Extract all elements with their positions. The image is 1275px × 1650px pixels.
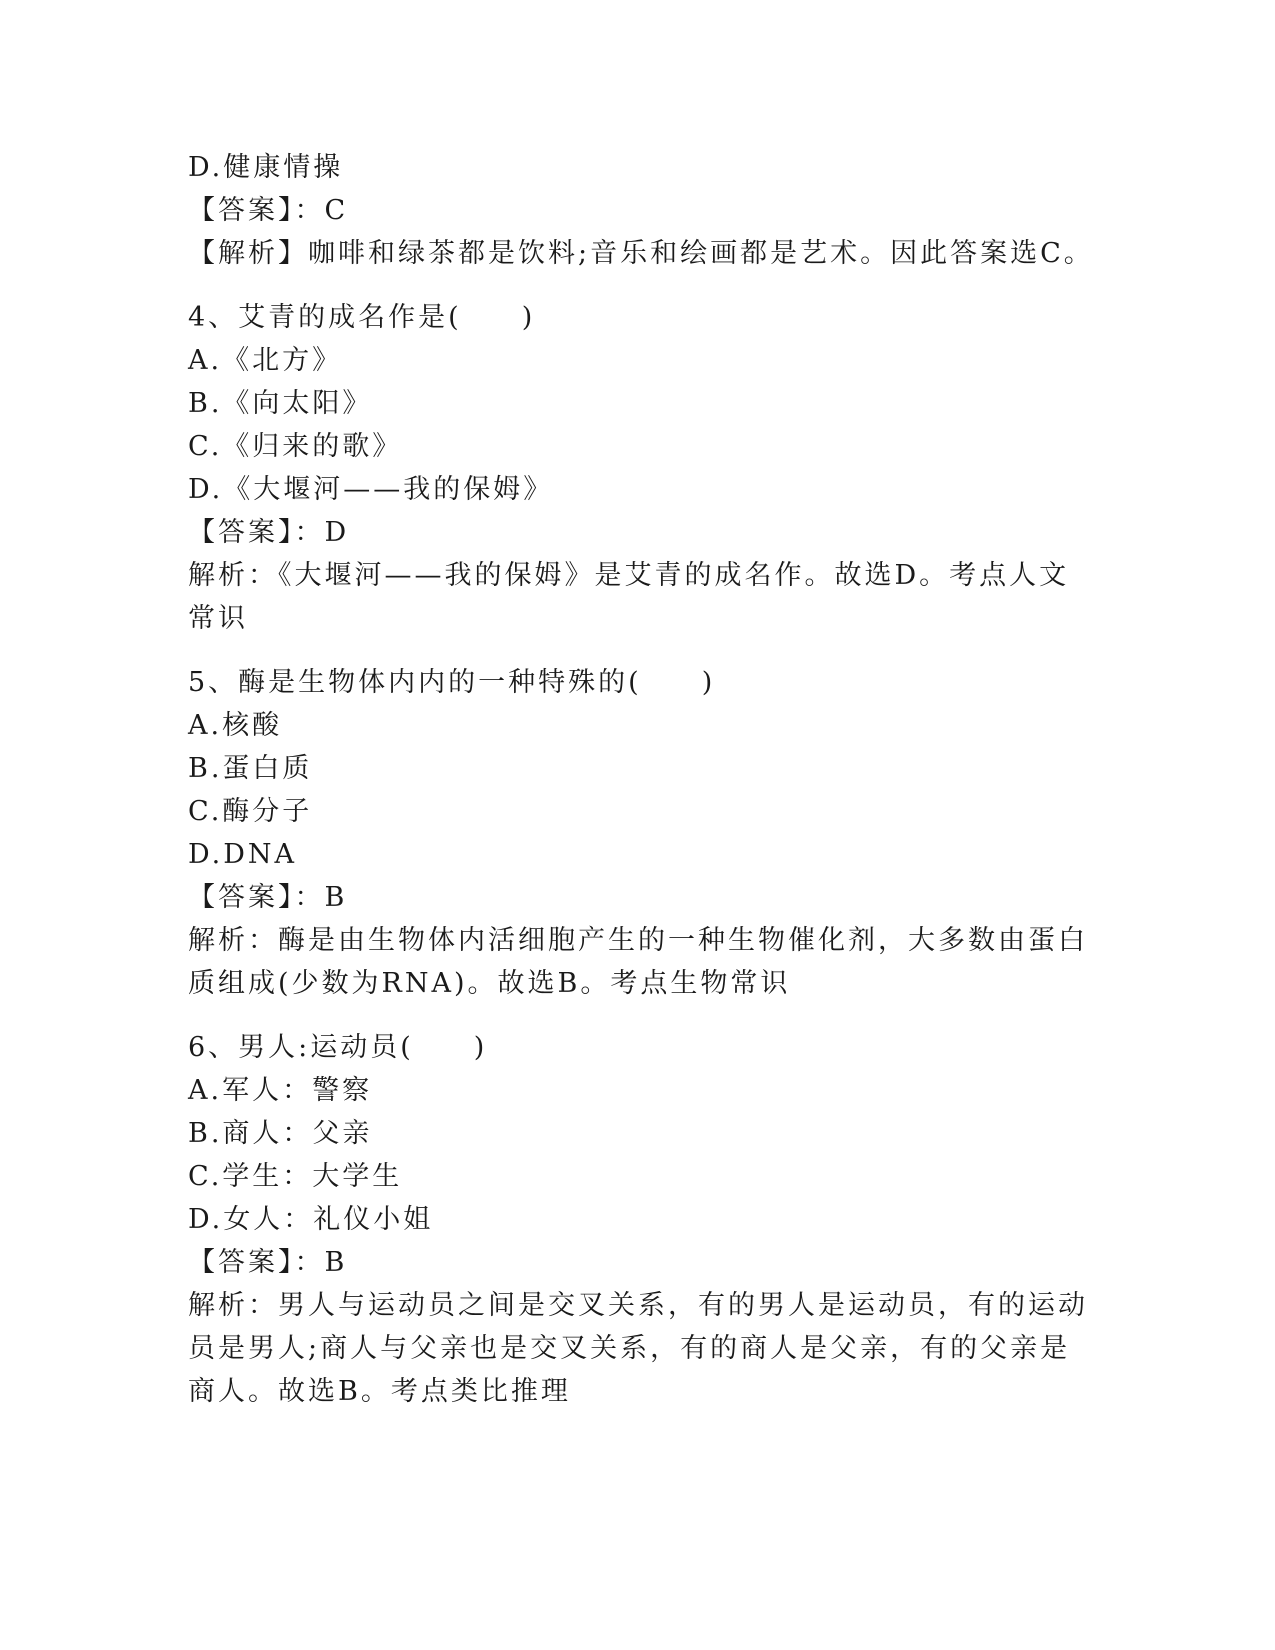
spacer <box>188 1005 1088 1026</box>
spacer <box>188 640 1088 661</box>
q5-option-b: B.蛋白质 <box>188 753 313 784</box>
q4-analysis: 解析：《大堰河——我的保姆》是艾青的成名作。故选D。考点人文常识 <box>188 560 1070 634</box>
q3-option-d: D.健康情操 <box>188 152 344 183</box>
q6-option-d: D.女人：礼仪小姐 <box>188 1204 434 1235</box>
q6-analysis: 解析：男人与运动员之间是交叉关系，有的男人是运动员，有的运动员是男人;商人与父亲也是交叉关系，有的商人是父亲，有的父亲是商人。故选B。考点类比推理 <box>188 1290 1088 1407</box>
q6-answer: 【答案】：B <box>188 1247 348 1278</box>
q4-option-b: B.《向太阳》 <box>188 388 373 419</box>
q6-stem: 6、男人:运动员( ) <box>188 1032 488 1063</box>
q5-option-d: D.DNA <box>188 839 298 870</box>
q5-option-a: A.核酸 <box>188 710 283 741</box>
q5-answer: 【答案】：B <box>188 882 348 913</box>
q4-answer: 【答案】：D <box>188 517 350 548</box>
q4-option-a: A.《北方》 <box>188 345 343 376</box>
q6-option-c: C.学生：大学生 <box>188 1161 403 1192</box>
q4-option-c: C.《归来的歌》 <box>188 431 403 462</box>
q5-option-c: C.酶分子 <box>188 796 313 827</box>
q6-option-a: A.军人：警察 <box>188 1075 373 1106</box>
q3-answer: 【答案】：C <box>188 195 349 226</box>
q4-stem: 4、艾青的成名作是( ) <box>188 302 536 333</box>
q4-option-d: D.《大堰河——我的保姆》 <box>188 474 554 505</box>
q5-analysis: 解析：酶是由生物体内活细胞产生的一种生物催化剂，大多数由蛋白质组成(少数为RNA)。故选B。考点生物常识 <box>188 925 1088 999</box>
q5-stem: 5、酶是生物体内内的一种特殊的( ) <box>188 667 716 698</box>
document-page <box>188 146 1094 1413</box>
q6-option-b: B.商人：父亲 <box>188 1118 373 1149</box>
spacer <box>188 275 1088 296</box>
q3-analysis: 【解析】咖啡和绿茶都是饮料;音乐和绘画都是艺术。因此答案选C。 <box>188 238 1094 269</box>
